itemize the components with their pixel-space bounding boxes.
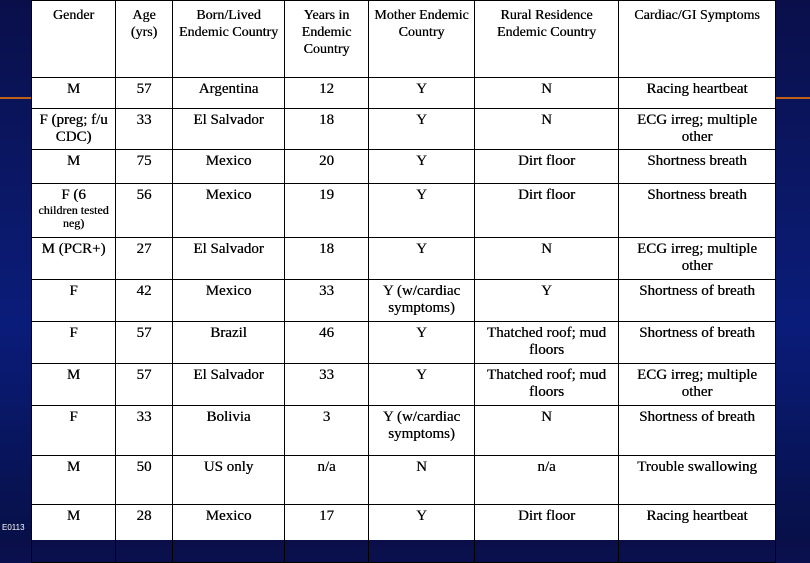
cell-gender bbox=[32, 238, 116, 280]
cell-born-text: Mexico bbox=[205, 187, 252, 203]
cell-mother-text: Y bbox=[416, 81, 427, 97]
cell-mother bbox=[369, 322, 475, 364]
cell-mother-text: Y bbox=[416, 325, 427, 341]
cell-mother bbox=[369, 109, 475, 150]
cell-mother-text: Y bbox=[416, 241, 427, 257]
cell-mother bbox=[369, 364, 475, 406]
cell-age-text: 42 bbox=[136, 283, 152, 299]
cell-years bbox=[285, 456, 369, 505]
cell-mother-text: Y (w/cardiac symptoms) bbox=[382, 283, 461, 316]
cell-age bbox=[116, 280, 173, 322]
cell-born-text: Argentina bbox=[198, 81, 259, 97]
patient-table bbox=[31, 0, 776, 563]
cell-rural-text: N bbox=[541, 241, 552, 257]
cell-years bbox=[285, 238, 369, 280]
cell-mother-text: N bbox=[416, 459, 427, 475]
cell-rural-text: Y bbox=[541, 283, 552, 299]
cell-age-text: 56 bbox=[136, 187, 152, 203]
table-row bbox=[32, 280, 776, 322]
cell-gender bbox=[32, 150, 116, 184]
table-row bbox=[32, 456, 776, 505]
cell-age-text: 28 bbox=[136, 508, 152, 524]
cell-rural-text: N bbox=[541, 81, 552, 97]
cell-born-text: Brazil bbox=[210, 325, 247, 341]
cell-born bbox=[173, 238, 285, 280]
cell-years bbox=[285, 150, 369, 184]
cell-years bbox=[285, 78, 369, 109]
cell-cardiac bbox=[619, 456, 776, 505]
header-born: Born/Lived Endemic Country bbox=[173, 1, 285, 78]
cell-born-text: Mexico bbox=[205, 283, 252, 299]
cell-gender bbox=[32, 78, 116, 109]
cell-age bbox=[116, 109, 173, 150]
cell-born bbox=[173, 364, 285, 406]
cell-rural bbox=[475, 150, 619, 184]
table-row bbox=[32, 505, 776, 563]
cell-years-text: 46 bbox=[319, 325, 334, 341]
cell-years-text: 19 bbox=[319, 187, 334, 203]
cell-cardiac-text: ECG irreg; multiple other bbox=[637, 367, 757, 400]
cell-age bbox=[116, 238, 173, 280]
cell-born bbox=[173, 406, 285, 456]
cell-gender-note: children tested neg) bbox=[38, 203, 109, 230]
cell-cardiac bbox=[619, 364, 776, 406]
cell-age-text: 75 bbox=[136, 153, 152, 169]
cell-gender-text: M bbox=[66, 459, 81, 475]
cell-gender bbox=[32, 406, 116, 456]
header-mother: Mother Endemic Country bbox=[369, 1, 475, 78]
cell-age-text: 27 bbox=[136, 241, 152, 257]
cell-rural-text: Dirt floor bbox=[517, 153, 576, 169]
cell-gender bbox=[32, 280, 116, 322]
cell-years-text: 12 bbox=[319, 81, 334, 97]
cell-mother-text: Y bbox=[416, 508, 427, 524]
cell-gender-text: F (preg; f/u CDC) bbox=[39, 112, 108, 145]
header-gender: Gender bbox=[32, 1, 116, 78]
cell-rural bbox=[475, 184, 619, 238]
cell-mother-text: Y bbox=[416, 112, 427, 128]
cell-born bbox=[173, 456, 285, 505]
cell-born bbox=[173, 109, 285, 150]
cell-years bbox=[285, 184, 369, 238]
table-row bbox=[32, 109, 776, 150]
table-row bbox=[32, 184, 776, 238]
cell-gender-text: F bbox=[69, 409, 78, 425]
cell-mother bbox=[369, 406, 475, 456]
cell-gender bbox=[32, 364, 116, 406]
cell-mother bbox=[369, 280, 475, 322]
cell-age-text: 33 bbox=[136, 409, 152, 425]
cell-years bbox=[285, 109, 369, 150]
cell-age bbox=[116, 505, 173, 563]
cell-mother bbox=[369, 238, 475, 280]
cell-gender bbox=[32, 184, 116, 238]
cell-gender bbox=[32, 109, 116, 150]
cell-years bbox=[285, 280, 369, 322]
cell-cardiac-text: Racing heartbeat bbox=[646, 81, 748, 97]
cell-born bbox=[173, 280, 285, 322]
cell-rural-text: n/a bbox=[537, 459, 556, 475]
cell-cardiac-text: Trouble swallowing bbox=[637, 459, 757, 475]
cell-cardiac-text: Shortness of breath bbox=[639, 325, 755, 341]
cell-cardiac bbox=[619, 322, 776, 364]
cell-years bbox=[285, 364, 369, 406]
cell-years-text: 18 bbox=[319, 112, 334, 128]
cell-mother-text: Y (w/cardiac symptoms) bbox=[382, 409, 461, 442]
cell-gender-text: F bbox=[69, 325, 78, 341]
cell-years-text: 33 bbox=[319, 283, 334, 299]
cell-gender-text: M (PCR+) bbox=[41, 241, 106, 257]
cell-cardiac bbox=[619, 406, 776, 456]
cell-born-text: El Salvador bbox=[193, 241, 264, 257]
cell-years-text: n/a bbox=[317, 459, 336, 475]
cell-mother bbox=[369, 184, 475, 238]
cell-gender-text: M bbox=[66, 508, 81, 524]
cell-rural bbox=[475, 280, 619, 322]
cell-born bbox=[173, 184, 285, 238]
cell-age bbox=[116, 406, 173, 456]
table-body bbox=[32, 78, 776, 563]
cell-age bbox=[116, 78, 173, 109]
cell-cardiac-text: Racing heartbeat bbox=[646, 508, 748, 524]
cell-rural-text: N bbox=[541, 112, 552, 128]
cell-rural bbox=[475, 505, 619, 563]
cell-gender-text: M bbox=[66, 367, 81, 383]
cell-cardiac bbox=[619, 109, 776, 150]
cell-cardiac bbox=[619, 505, 776, 563]
cell-age bbox=[116, 322, 173, 364]
cell-cardiac-text: Shortness of breath bbox=[639, 283, 755, 299]
slide-id: E0113 bbox=[2, 523, 25, 532]
table-row bbox=[32, 406, 776, 456]
cell-age-text: 33 bbox=[136, 112, 152, 128]
cell-gender-text: F (6 bbox=[61, 187, 86, 203]
cell-rural-text: Dirt floor bbox=[517, 508, 576, 524]
cell-cardiac-text: Shortness breath bbox=[647, 187, 747, 203]
cell-rural bbox=[475, 78, 619, 109]
cell-age bbox=[116, 364, 173, 406]
cell-cardiac-text: ECG irreg; multiple other bbox=[637, 112, 757, 145]
cell-mother bbox=[369, 150, 475, 184]
cell-years-text: 20 bbox=[319, 153, 334, 169]
table-row bbox=[32, 78, 776, 109]
cell-rural-text: Thatched roof; mud floors bbox=[486, 367, 607, 400]
cell-cardiac bbox=[619, 150, 776, 184]
cell-age bbox=[116, 184, 173, 238]
cell-born bbox=[173, 78, 285, 109]
cell-born bbox=[173, 505, 285, 563]
cell-born-text: Bolivia bbox=[206, 409, 251, 425]
cell-age bbox=[116, 150, 173, 184]
cell-born-text: Mexico bbox=[205, 508, 252, 524]
cell-cardiac-text: Shortness breath bbox=[647, 153, 747, 169]
cell-years-text: 17 bbox=[319, 508, 334, 524]
table-row bbox=[32, 238, 776, 280]
cell-born-text: El Salvador bbox=[193, 112, 264, 128]
cell-years bbox=[285, 322, 369, 364]
cell-mother bbox=[369, 456, 475, 505]
header-years: Years in Endemic Country bbox=[285, 1, 369, 78]
header-row bbox=[32, 1, 776, 78]
table-row bbox=[32, 322, 776, 364]
cell-rural bbox=[475, 456, 619, 505]
cell-rural-text: N bbox=[541, 409, 552, 425]
cell-rural-text: Thatched roof; mud floors bbox=[486, 325, 607, 358]
cell-years-text: 3 bbox=[322, 409, 331, 425]
cell-age-text: 57 bbox=[136, 367, 152, 383]
cell-mother bbox=[369, 78, 475, 109]
cell-rural bbox=[475, 406, 619, 456]
cell-age bbox=[116, 456, 173, 505]
cell-gender-text: F bbox=[69, 283, 78, 299]
header-rural: Rural Residence Endemic Country bbox=[475, 1, 619, 78]
cell-age-text: 50 bbox=[136, 459, 152, 475]
cell-gender-text: M bbox=[66, 81, 81, 97]
cell-gender-text: M bbox=[66, 153, 81, 169]
cell-cardiac bbox=[619, 78, 776, 109]
cell-mother-text: Y bbox=[416, 187, 427, 203]
cell-born-text: US only bbox=[203, 459, 254, 475]
cell-cardiac-text: Shortness of breath bbox=[639, 409, 755, 425]
table-row bbox=[32, 150, 776, 184]
cell-age-text: 57 bbox=[136, 325, 152, 341]
cell-rural bbox=[475, 364, 619, 406]
cell-cardiac bbox=[619, 184, 776, 238]
cell-born bbox=[173, 322, 285, 364]
header-age: Age (yrs) bbox=[116, 1, 173, 78]
cell-gender bbox=[32, 456, 116, 505]
cell-mother bbox=[369, 505, 475, 563]
cell-years bbox=[285, 505, 369, 563]
cell-cardiac bbox=[619, 238, 776, 280]
cell-rural-text: Dirt floor bbox=[517, 187, 576, 203]
cell-years bbox=[285, 406, 369, 456]
cell-cardiac bbox=[619, 280, 776, 322]
cell-rural bbox=[475, 238, 619, 280]
cell-gender bbox=[32, 322, 116, 364]
cell-mother-text: Y bbox=[416, 153, 427, 169]
cell-rural bbox=[475, 109, 619, 150]
cell-born-text: El Salvador bbox=[193, 367, 264, 383]
table-row bbox=[32, 364, 776, 406]
cell-years-text: 18 bbox=[319, 241, 334, 257]
cell-age-text: 57 bbox=[136, 81, 152, 97]
cell-cardiac-text: ECG irreg; multiple other bbox=[637, 241, 757, 274]
patient-table-container bbox=[31, 0, 775, 540]
cell-born-text: Mexico bbox=[205, 153, 252, 169]
cell-mother-text: Y bbox=[416, 367, 427, 383]
cell-rural bbox=[475, 322, 619, 364]
cell-years-text: 33 bbox=[319, 367, 334, 383]
header-cardiac: Cardiac/GI Symptoms bbox=[619, 1, 776, 78]
cell-gender bbox=[32, 505, 116, 563]
cell-born bbox=[173, 150, 285, 184]
